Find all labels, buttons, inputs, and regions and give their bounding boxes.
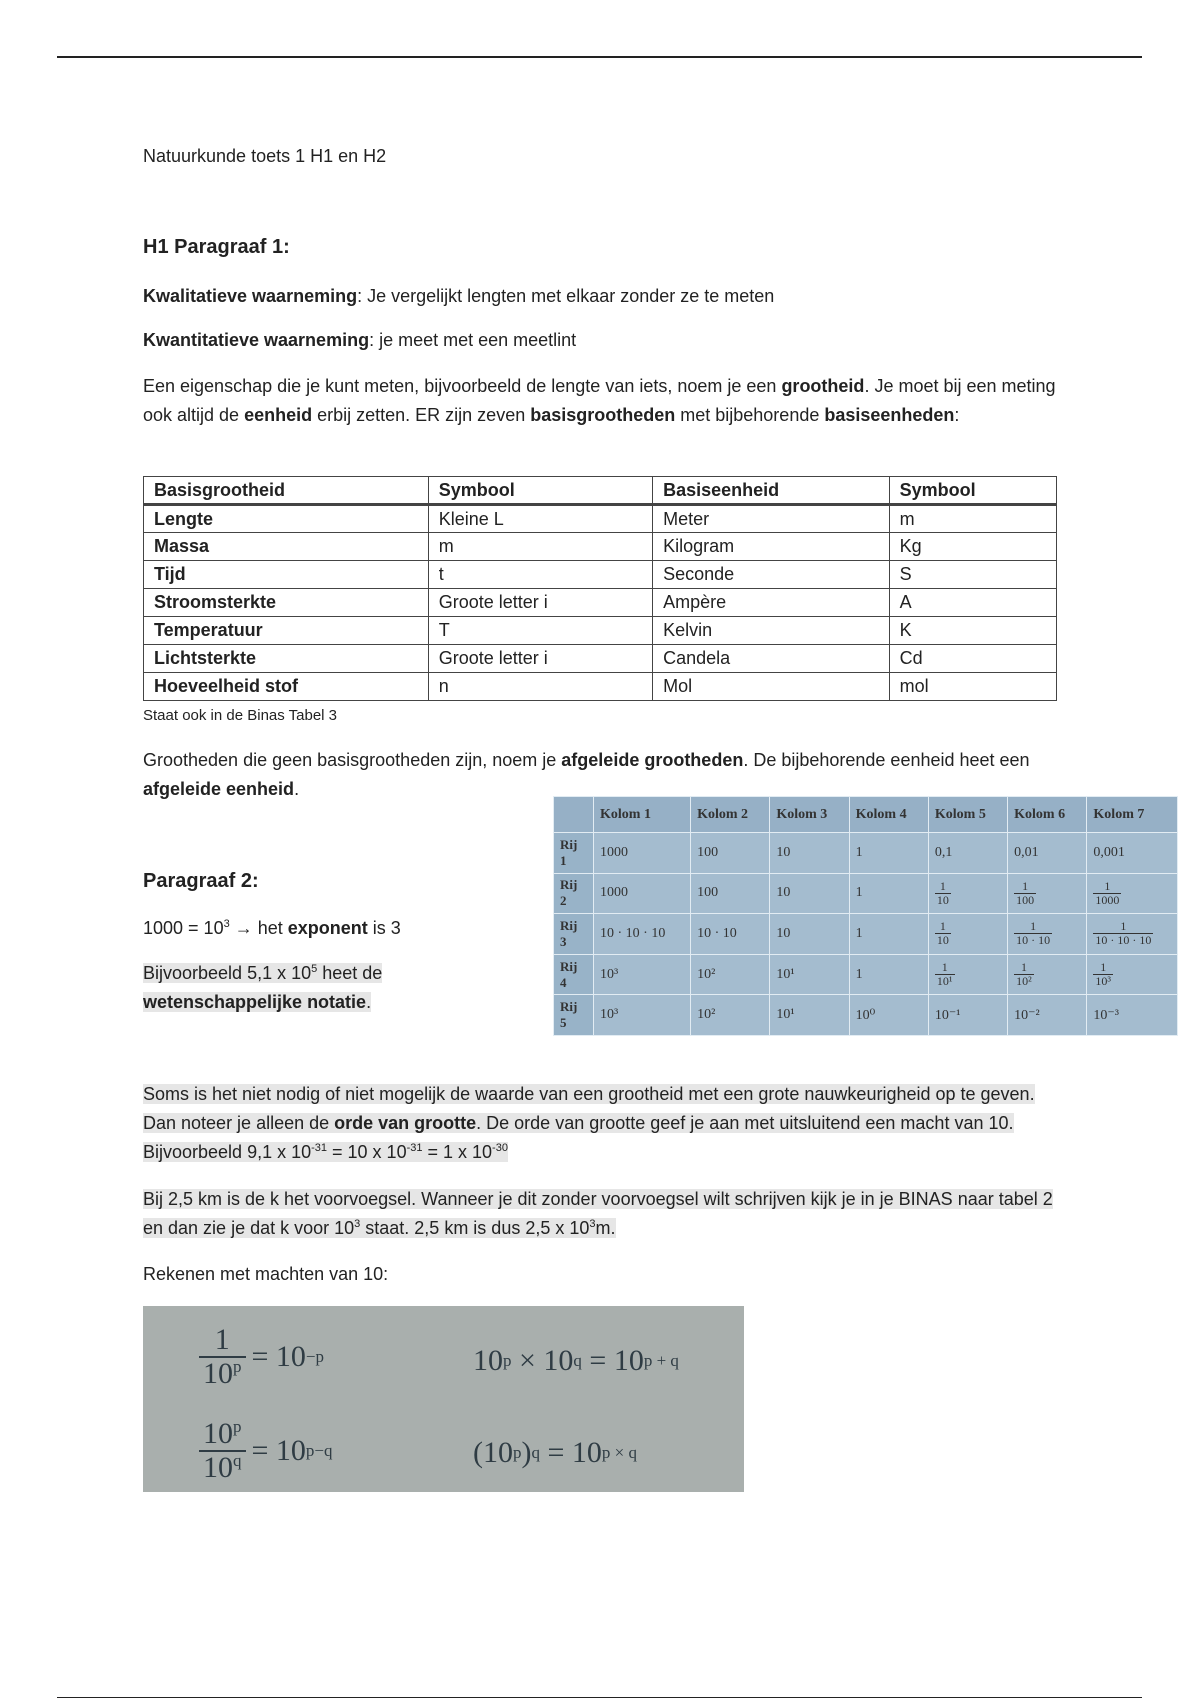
cell: 10²: [691, 995, 770, 1036]
superscript: 3: [589, 1218, 596, 1230]
text: = 1 x 10: [422, 1142, 493, 1162]
kwantitatieve-term: Kwantitatieve waarneming: [143, 330, 370, 350]
kwalitatieve-term: Kwalitatieve waarneming: [143, 286, 358, 306]
cell: Seconde: [653, 561, 889, 589]
cell: 10¹: [770, 995, 849, 1036]
cell: 1000: [594, 833, 691, 874]
bold-term: afgeleide eenheid: [143, 779, 295, 799]
text: = 10 x 10: [327, 1142, 407, 1162]
highlight: [143, 1084, 1035, 1162]
superscript: 5: [311, 963, 318, 975]
cell: [1087, 954, 1178, 995]
top-rule: [57, 56, 1142, 58]
bold-term: grootheid: [781, 376, 865, 396]
wetenschappelijke-notatie: [143, 959, 433, 1017]
cell: Temperatuur: [144, 617, 429, 645]
table-row: [144, 673, 1057, 701]
header-cell: Basisgrootheid: [144, 477, 429, 505]
cell: 10: [770, 914, 849, 955]
superscript: -31: [311, 1142, 328, 1154]
cell: 1: [849, 873, 928, 914]
bold-term: orde van grootte: [334, 1113, 477, 1133]
bold-term: exponent: [287, 918, 368, 938]
text: (10: [473, 1436, 513, 1469]
text: is 3: [367, 918, 401, 938]
cell: [928, 914, 1007, 955]
kwantitatieve-definition: [143, 326, 576, 355]
text: :: [954, 405, 960, 425]
cell: Groote letter i: [428, 589, 652, 617]
bold-term: eenheid: [244, 405, 313, 425]
cell: n: [428, 673, 652, 701]
denominator: [199, 1358, 246, 1390]
header-cell: Kolom 3: [770, 797, 849, 833]
fraction: [1093, 920, 1153, 947]
denominator: 10: [936, 933, 949, 948]
row-label: Rij 2: [554, 873, 594, 914]
fraction: [1093, 961, 1113, 988]
superscript: p: [233, 1357, 242, 1376]
denominator: 10 · 10: [1016, 933, 1051, 948]
cell: Candela: [653, 645, 889, 673]
denominator: 10²: [1016, 974, 1032, 989]
numerator: 1: [935, 961, 955, 975]
cell: [1087, 914, 1178, 955]
numerator: 1: [1014, 920, 1052, 934]
formula-power-of-power: (10 p ) q = 10 p × q: [473, 1436, 638, 1469]
cell: [1087, 873, 1178, 914]
text: = 10: [251, 1340, 306, 1373]
formula-quotient: $\frac{10^p}{10^q}$ = 10 p−q: [199, 1418, 333, 1484]
cell: 10: [770, 833, 849, 874]
section1-heading: H1 Paragraaf 1:: [143, 236, 290, 258]
cell: [1008, 954, 1087, 995]
cell: Stroomsterkte: [144, 589, 429, 617]
cell: Kilogram: [653, 533, 889, 561]
text: . De orde van grootte geef je aan met uitsluitend een macht van 10. Bijvoorbeeld 9,1 x 10: [143, 1113, 1014, 1162]
text: ): [521, 1436, 532, 1469]
grootheid-paragraph: [143, 372, 1063, 430]
cell: 10⁻²: [1008, 995, 1087, 1036]
cell: 10⁻¹: [928, 995, 1007, 1036]
highlight: [143, 963, 382, 1012]
voorvoegsel-paragraph: [143, 1185, 1068, 1243]
fraction: [935, 920, 951, 947]
fraction: [1014, 880, 1036, 907]
superscript: q: [233, 1451, 242, 1470]
cell: 10⁰: [849, 995, 928, 1036]
table-header-row: [554, 797, 1178, 833]
cell: Lengte: [144, 505, 429, 533]
cell: Cd: [889, 645, 1056, 673]
rekenen-label: Rekenen met machten van 10:: [143, 1264, 389, 1284]
powers-of-ten-table-photo: [553, 796, 1178, 1036]
text: = 10: [251, 1434, 306, 1467]
denominator: [199, 1452, 246, 1484]
exponent-line: [143, 914, 401, 943]
superscript: 3: [354, 1218, 361, 1230]
section2-heading: Paragraaf 2:: [143, 870, 259, 892]
header-cell: [554, 797, 594, 833]
numerator: 1: [935, 920, 951, 934]
text: staat. 2,5 km is dus 2,5 x 10: [360, 1218, 590, 1238]
cell: Hoeveelheid stof: [144, 673, 429, 701]
bold-term: basisgrootheden: [530, 405, 676, 425]
cell: Kg: [889, 533, 1056, 561]
fraction: [199, 1324, 246, 1390]
kwalitatieve-text: : Je vergelijkt lengten met elkaar zonder ze te meten: [357, 286, 775, 306]
table-row: [554, 995, 1178, 1036]
text: .: [294, 779, 300, 799]
table-row: [144, 589, 1057, 617]
cell: 0,001: [1087, 833, 1178, 874]
cell: K: [889, 617, 1056, 645]
cell: S: [889, 561, 1056, 589]
numerator: 1: [199, 1324, 246, 1358]
cell: 10³: [594, 995, 691, 1036]
fraction: [935, 880, 951, 907]
row-label: Rij 1: [554, 833, 594, 874]
table-row: [554, 833, 1178, 874]
basisgrootheden-table: [143, 476, 1057, 701]
text: Bij 2,5 km is de k het voorvoegsel. Wanneer je dit zonder voorvoegsel wilt schrijven kijk je in je BINAS naar tabel 2 en dan zie je dat k voor 10: [143, 1189, 1053, 1238]
table-row: [144, 505, 1057, 533]
cell: [1008, 914, 1087, 955]
cell: 1: [849, 833, 928, 874]
denominator: 100: [1016, 892, 1035, 907]
header-cell: Kolom 6: [1008, 797, 1087, 833]
cell: A: [889, 589, 1056, 617]
numerator: 1: [935, 880, 951, 894]
text: × 10: [511, 1344, 574, 1377]
header-cell: Kolom 5: [928, 797, 1007, 833]
header-cell: Kolom 1: [594, 797, 691, 833]
cell: 1: [849, 954, 928, 995]
numerator: [199, 1418, 246, 1452]
cell: Mol: [653, 673, 889, 701]
denominator: 1000: [1095, 892, 1120, 907]
cell: 10: [770, 873, 849, 914]
table-row: [144, 617, 1057, 645]
cell: t: [428, 561, 652, 589]
cell: [1008, 873, 1087, 914]
cell: 10 · 10: [691, 914, 770, 955]
text: Bijvoorbeeld 5,1 x 10: [143, 963, 312, 983]
text: . Je moet bij een meting ook altijd de: [143, 376, 1056, 425]
header-cell: Basiseenheid: [653, 477, 889, 505]
table-row: [144, 645, 1057, 673]
numerator: 1: [1093, 961, 1113, 975]
text: = 10: [581, 1344, 644, 1377]
cell: [928, 873, 1007, 914]
header-cell: Kolom 7: [1087, 797, 1178, 833]
superscript: 3: [223, 918, 230, 930]
text: heet de: [317, 963, 383, 983]
document-title: Natuurkunde toets 1 H1 en H2: [143, 146, 387, 166]
power-rules-formula-image: [143, 1306, 744, 1492]
cell: 10¹: [770, 954, 849, 995]
cell: 10⁻³: [1087, 995, 1178, 1036]
orde-van-grootte-paragraph: [143, 1080, 1068, 1167]
text: 10: [473, 1344, 503, 1377]
numerator: 1: [1014, 880, 1036, 894]
bottom-rule: [57, 1697, 1142, 1698]
fraction: [1093, 880, 1121, 907]
numerator: 1: [1014, 961, 1034, 975]
denominator: 10: [936, 892, 949, 907]
row-label: Rij 4: [554, 954, 594, 995]
cell: 10 · 10 · 10: [594, 914, 691, 955]
denominator: 10¹: [936, 974, 953, 989]
header-cell: Kolom 4: [849, 797, 928, 833]
text: m.: [595, 1218, 616, 1238]
superscript: -31: [406, 1142, 423, 1154]
text: erbij zetten. ER zijn zeven: [312, 405, 531, 425]
formula-reciprocal: $\frac{1}{10^p}$ = 10 −p: [199, 1324, 324, 1390]
text: met bijbehorende: [675, 405, 825, 425]
bold-term: basiseenheden: [824, 405, 955, 425]
table-row: [554, 914, 1178, 955]
cell: 10³: [594, 954, 691, 995]
kwantitatieve-text: : je meet met een meetlint: [369, 330, 577, 350]
bold-term: wetenschappelijke notatie: [143, 992, 367, 1012]
numerator: 1: [1093, 920, 1153, 934]
formula-product: 10 p × 10 q = 10 p + q: [473, 1344, 679, 1377]
table-row: [554, 873, 1178, 914]
cell: [928, 954, 1007, 995]
superscript: p: [233, 1417, 242, 1436]
fraction: [935, 961, 955, 988]
cell: m: [428, 533, 652, 561]
cell: 1000: [594, 873, 691, 914]
cell: 100: [691, 833, 770, 874]
text: .: [366, 992, 372, 1012]
cell: Massa: [144, 533, 429, 561]
cell: 1: [849, 914, 928, 955]
text: Een eigenschap die je kunt meten, bijvoorbeeld de lengte van iets, noem je een: [143, 376, 782, 396]
cell: m: [889, 505, 1056, 533]
header-cell: Symbool: [428, 477, 652, 505]
cell: 0,1: [928, 833, 1007, 874]
text: 10: [203, 1417, 233, 1450]
cell: Groote letter i: [428, 645, 652, 673]
cell: 10²: [691, 954, 770, 995]
text: . De bijbehorende eenheid heet een: [743, 750, 1030, 770]
superscript: -30: [492, 1142, 508, 1154]
text: → het: [229, 918, 288, 938]
fraction: [1014, 920, 1052, 947]
kwalitatieve-definition: [143, 282, 774, 311]
row-label: Rij 3: [554, 914, 594, 955]
text: 10: [203, 1357, 233, 1390]
text: Soms is het niet nodig of niet mogelijk de waarde van een grootheid met een grote nauwkeurigheid op te geven. Dan noteer je alleen de: [143, 1084, 1035, 1133]
table-row: [144, 533, 1057, 561]
cell: Ampère: [653, 589, 889, 617]
cell: T: [428, 617, 652, 645]
powers-of-ten-table: [553, 796, 1178, 1036]
cell: Meter: [653, 505, 889, 533]
highlight: [143, 1189, 1053, 1238]
bold-term: afgeleide grootheden: [561, 750, 744, 770]
table-row: [144, 561, 1057, 589]
fraction: [199, 1418, 246, 1484]
text: Grootheden die geen basisgrootheden zijn, noem je: [143, 750, 562, 770]
header-cell: Kolom 2: [691, 797, 770, 833]
row-label: Rij 5: [554, 995, 594, 1036]
table-header-row: [144, 477, 1057, 505]
header-cell: Symbool: [889, 477, 1056, 505]
table-row: [554, 954, 1178, 995]
text: = 10: [540, 1436, 602, 1469]
cell: Kleine L: [428, 505, 652, 533]
numerator: 1: [1093, 880, 1121, 894]
denominator: 10 · 10 · 10: [1095, 933, 1152, 948]
cell: mol: [889, 673, 1056, 701]
cell: Tijd: [144, 561, 429, 589]
cell: 0,01: [1008, 833, 1087, 874]
cell: Kelvin: [653, 617, 889, 645]
text: 10: [203, 1451, 233, 1484]
cell: Lichtsterkte: [144, 645, 429, 673]
denominator: 10³: [1095, 974, 1112, 989]
fraction: [1014, 961, 1034, 988]
cell: 100: [691, 873, 770, 914]
table-caption: Staat ook in de Binas Tabel 3: [143, 707, 338, 724]
text: 1000 = 10: [143, 918, 224, 938]
